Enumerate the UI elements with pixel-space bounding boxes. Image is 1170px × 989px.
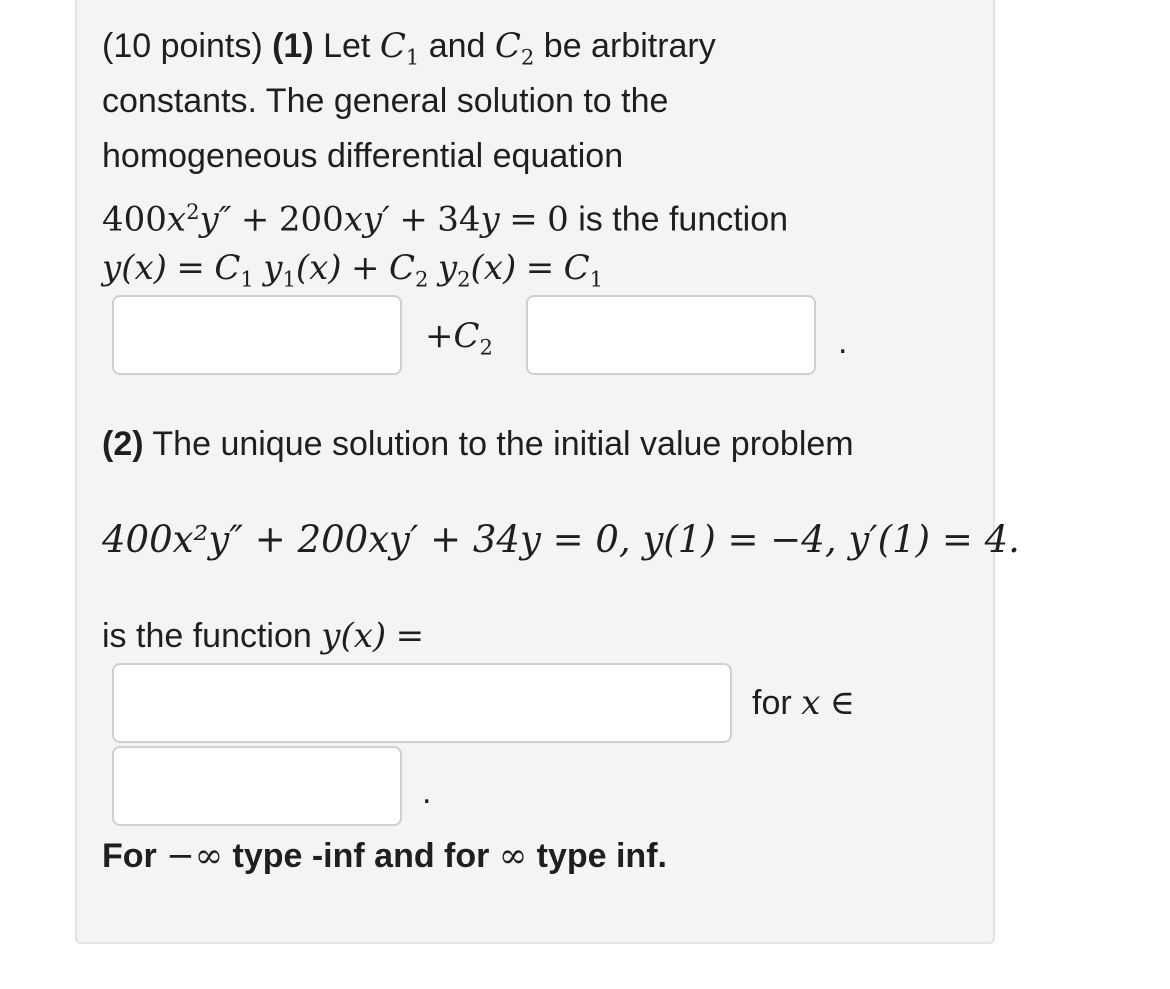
plus-c2-label: $+C_2$ bbox=[425, 316, 493, 360]
ivp-equation: 400x²y″ + 200xy′ + 34y = 0, y(1) = −4, y′(1) = 4. bbox=[102, 518, 1020, 561]
infinity-note: For −∞ type -inf and for ∞ type inf. bbox=[102, 836, 667, 876]
general-solution-line: $y(x) = C_1$ $y_1(x) + C_2$ $y_2(x) = C_1$ bbox=[102, 248, 604, 292]
solution-answer-input[interactable] bbox=[112, 663, 732, 743]
be-arbitrary-text: be arbitrary bbox=[543, 27, 716, 65]
part1-label: (1) bbox=[272, 27, 314, 65]
part2-line bbox=[102, 424, 854, 464]
part2-text: The unique solution to the initial value problem bbox=[152, 425, 854, 463]
ode-equation-line: $400x^2y'' + 200xy' + 34y = 0$ is the function bbox=[102, 199, 789, 240]
is-the-function-line: is the function y(x) = bbox=[102, 616, 425, 656]
part2-label: (2) bbox=[102, 425, 144, 463]
part2-period: . bbox=[422, 773, 432, 811]
and-text: and bbox=[428, 27, 486, 65]
points-label: (10 points) bbox=[102, 27, 263, 65]
c1-symbol: $C_1$ bbox=[379, 26, 420, 70]
y2-answer-input[interactable] bbox=[526, 295, 816, 375]
c2-symbol: $C_2$ bbox=[494, 26, 535, 70]
let-text: Let bbox=[323, 27, 371, 65]
y1-answer-input[interactable] bbox=[112, 295, 402, 375]
homogeneous-line: homogeneous differential equation bbox=[102, 137, 624, 175]
part1-period: . bbox=[838, 323, 848, 361]
interval-answer-input[interactable] bbox=[112, 746, 402, 826]
constants-line: constants. The general solution to the bbox=[102, 82, 669, 120]
is-the-function-text: is the function bbox=[578, 200, 789, 239]
for-x-in-label: for x ∈ bbox=[752, 683, 855, 723]
intro-line bbox=[102, 26, 716, 77]
